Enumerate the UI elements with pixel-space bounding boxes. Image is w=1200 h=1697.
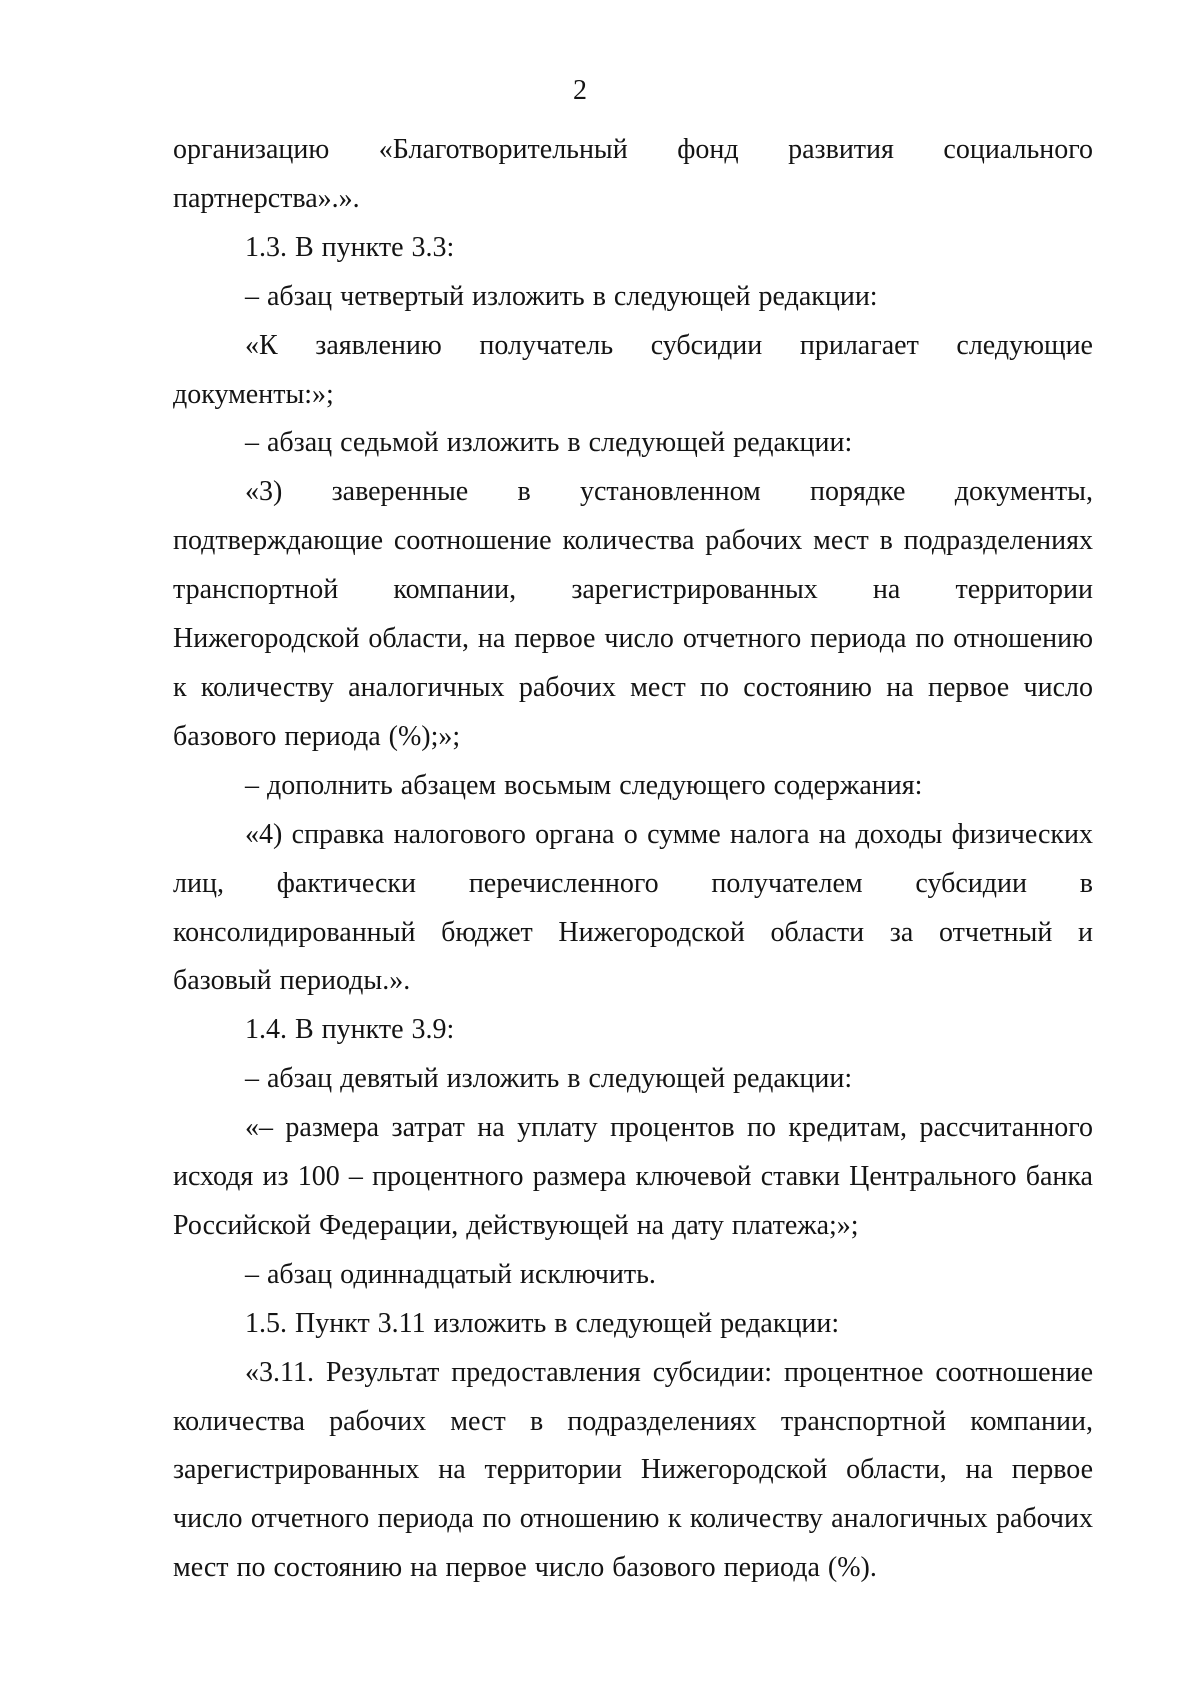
paragraph-item-1-3: 1.3. В пункте 3.3: <box>245 231 455 263</box>
paragraph-quote: «4) справка налогового органа о сумме налога на доходы физических лиц, фактически перечисленного получателем субсидии в консолидированный бюджет Нижегородской области за отчетный и базовый периоды.». <box>173 818 1093 997</box>
paragraph-quote: «3.11. Результат предоставления субсидии: процентное соотношение количества рабочих мест в подразделениях транспортной компании, зарегистрированных на территории Нижегородской области, на первое число отчетного периода по отношению к количеству аналогичных рабочих мест по состоянию на первое число базового периода (%). <box>173 1356 1093 1584</box>
paragraph-quote: «3) заверенные в установленном порядке документы, подтверждающие соотношение количества рабочих мест в подразделениях транспортной компании, зарегистрированных на территории Нижегородской области, на первое число отчетного периода по отношению к количеству аналогичных рабочих мест по состоянию на первое число базового периода (%);»; <box>173 476 1093 752</box>
paragraph-continuation: организацию «Благотворительный фонд развития социального партнерства».». <box>173 134 1093 214</box>
paragraph-item-1-4: 1.4. В пункте 3.9: <box>245 1014 455 1046</box>
paragraph-quote: «– размера затрат на уплату процентов по кредитам, рассчитанного исходя из 100 – процентного размера ключевой ставки Центрального банка Российской Федерации, действующей на дату платежа;»; <box>173 1112 1093 1241</box>
paragraph-amendment: – дополнить абзацем восьмым следующего содержания: <box>245 769 923 801</box>
page-number: 2 <box>573 75 587 106</box>
paragraph-quote: «К заявлению получатель субсидии прилагает следующие документы:»; <box>173 329 1093 410</box>
paragraph-amendment: – абзац седьмой изложить в следующей редакции: <box>245 427 853 459</box>
document-body <box>173 126 1093 1593</box>
paragraph-item-1-5: 1.5. Пункт 3.11 изложить в следующей редакции: <box>245 1307 840 1339</box>
paragraph-amendment: – абзац девятый изложить в следующей редакции: <box>245 1063 853 1095</box>
paragraph-amendment: – абзац одиннадцатый исключить. <box>245 1258 656 1290</box>
paragraph-amendment: – абзац четвертый изложить в следующей редакции: <box>245 280 878 312</box>
